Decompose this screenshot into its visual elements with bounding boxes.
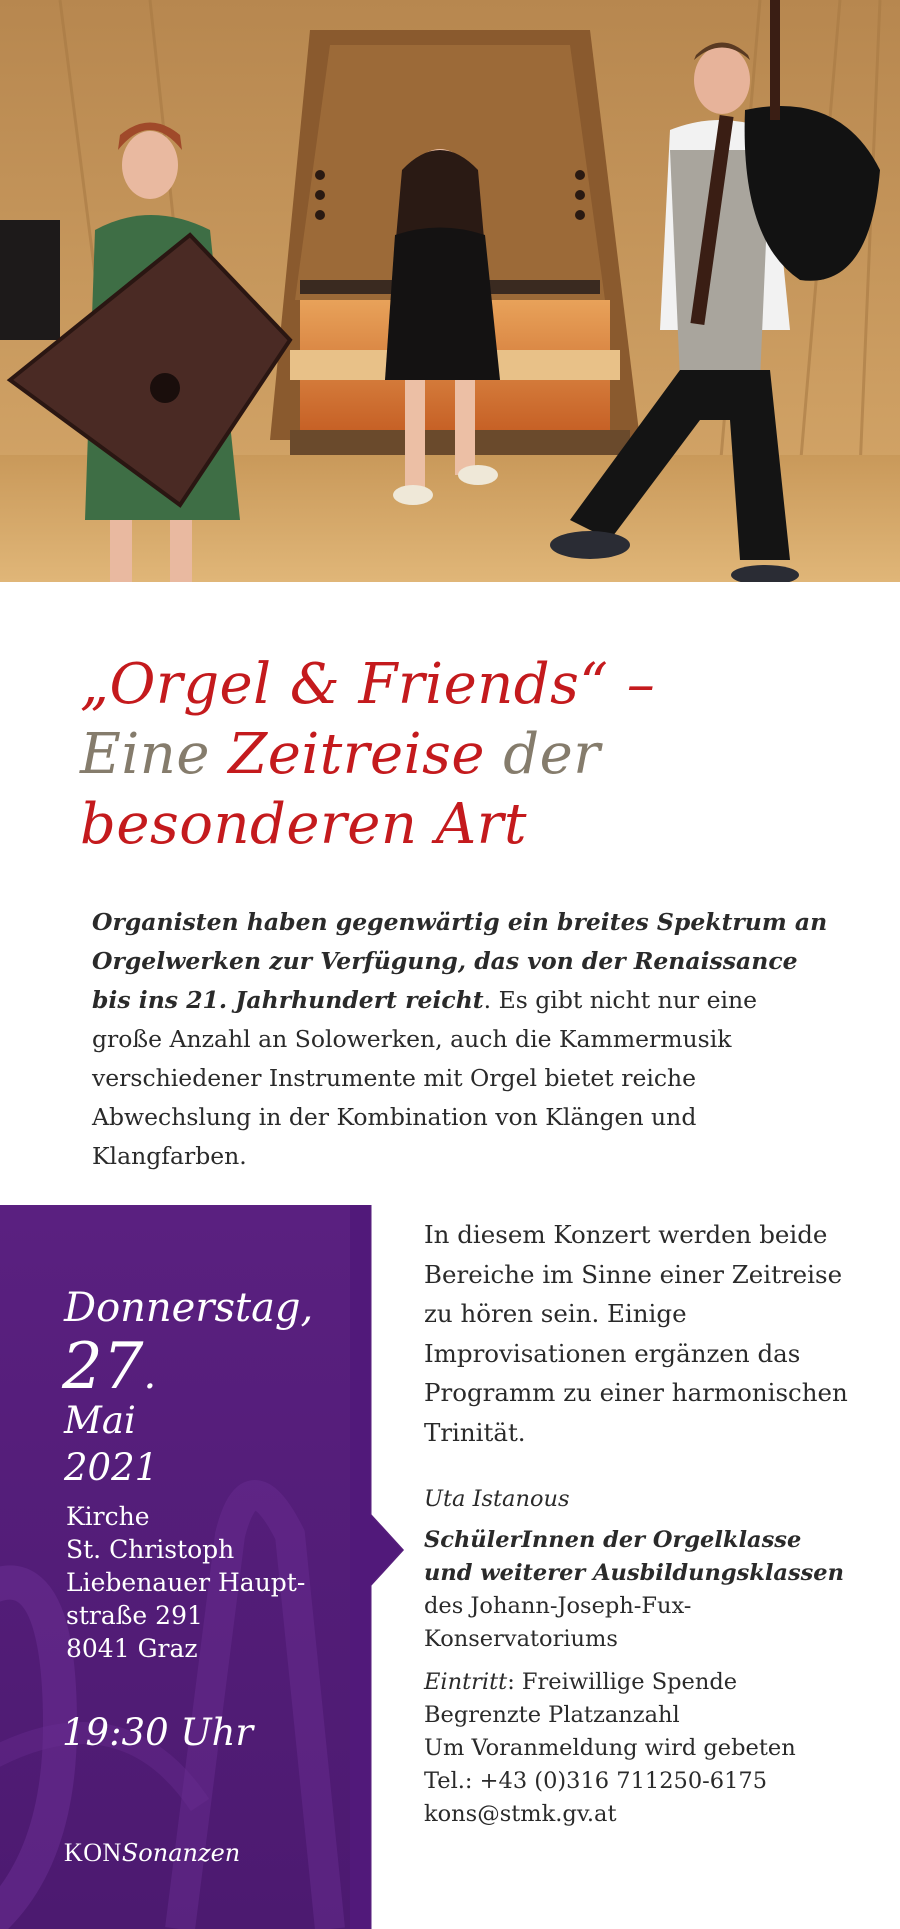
venue-line: Liebenauer Haupt- [66,1568,306,1597]
admission-info [424,1666,864,1831]
group-line-2: und weiterer Ausbildungsklassen [424,1560,844,1586]
school-line-1: des Johann-Joseph-Fux- [424,1593,692,1619]
title-line-3: besonderen Art [80,792,527,857]
logo-part-1: KON [64,1838,122,1867]
divider-arrow [350,1205,410,1929]
intro-paragraph [92,903,832,1176]
entry-value: : Freiwillige Spende [507,1669,738,1695]
credits-block [424,1483,864,1831]
event-title [80,650,840,860]
performer-group [424,1524,864,1656]
venue-line: Kirche [66,1502,150,1531]
title-line-2b: Zeitreise [228,722,485,787]
concert-text: In diesem Konzert werden beide Bereiche im Sinne einer Zeitreise zu hören sein. Einige Improvisationen ergänzen das Programm zu einer harmonischen Trinität. [424,1220,848,1447]
konsonanzen-logo [64,1836,240,1870]
event-day-number: 27 [62,1330,144,1404]
performer-name: Uta Istanous [424,1486,570,1512]
concert-photo-illustration [0,0,900,582]
title-line-2a: Eine [80,722,229,787]
school-line-2: Konservatoriums [424,1626,618,1652]
event-venue [66,1500,305,1665]
event-year: 2021 [64,1446,159,1489]
logo-part-2: Sonanzen [121,1839,241,1867]
venue-line: straße 291 [66,1601,203,1630]
group-line-1: SchülerInnen der Orgelklasse [424,1527,802,1553]
concert-description [424,1215,864,1452]
registration-note: Um Voranmeldung wird gebeten [424,1735,796,1761]
phone-number[interactable]: Tel.: +43 (0)316 711250-6175 [424,1768,768,1794]
title-line-2c: der [484,722,601,787]
intro-emphasis: Organisten haben gegenwärtig ein breites Spektrum an Orgelwerken zur Verfügung, das von der Renaissance bis ins 21. Jahrhundert reicht [92,908,828,1014]
venue-line: St. Christoph [66,1535,235,1564]
intro-text: . Es gibt nicht nur eine große Anzahl an Solowerken, auch die Kammermusik verschiedener Instrumente mit Orgel bietet reiche Abwechslung in der Kombination von Klängen und Klangfarben. [92,986,758,1170]
event-month: Mai [64,1399,136,1442]
title-line-1: „Orgel & Friends“ – [80,652,656,717]
venue-line: 8041 Graz [66,1634,198,1663]
event-day-dot: . [143,1352,157,1398]
entry-label: Eintritt [424,1669,508,1695]
header-photo [0,0,900,582]
event-weekday: Donnerstag, [64,1285,314,1331]
limited-seats: Begrenzte Platzanzahl [424,1702,680,1728]
event-time: 19:30 Uhr [62,1711,254,1754]
email-address[interactable]: kons@stmk.gv.at [424,1801,617,1827]
